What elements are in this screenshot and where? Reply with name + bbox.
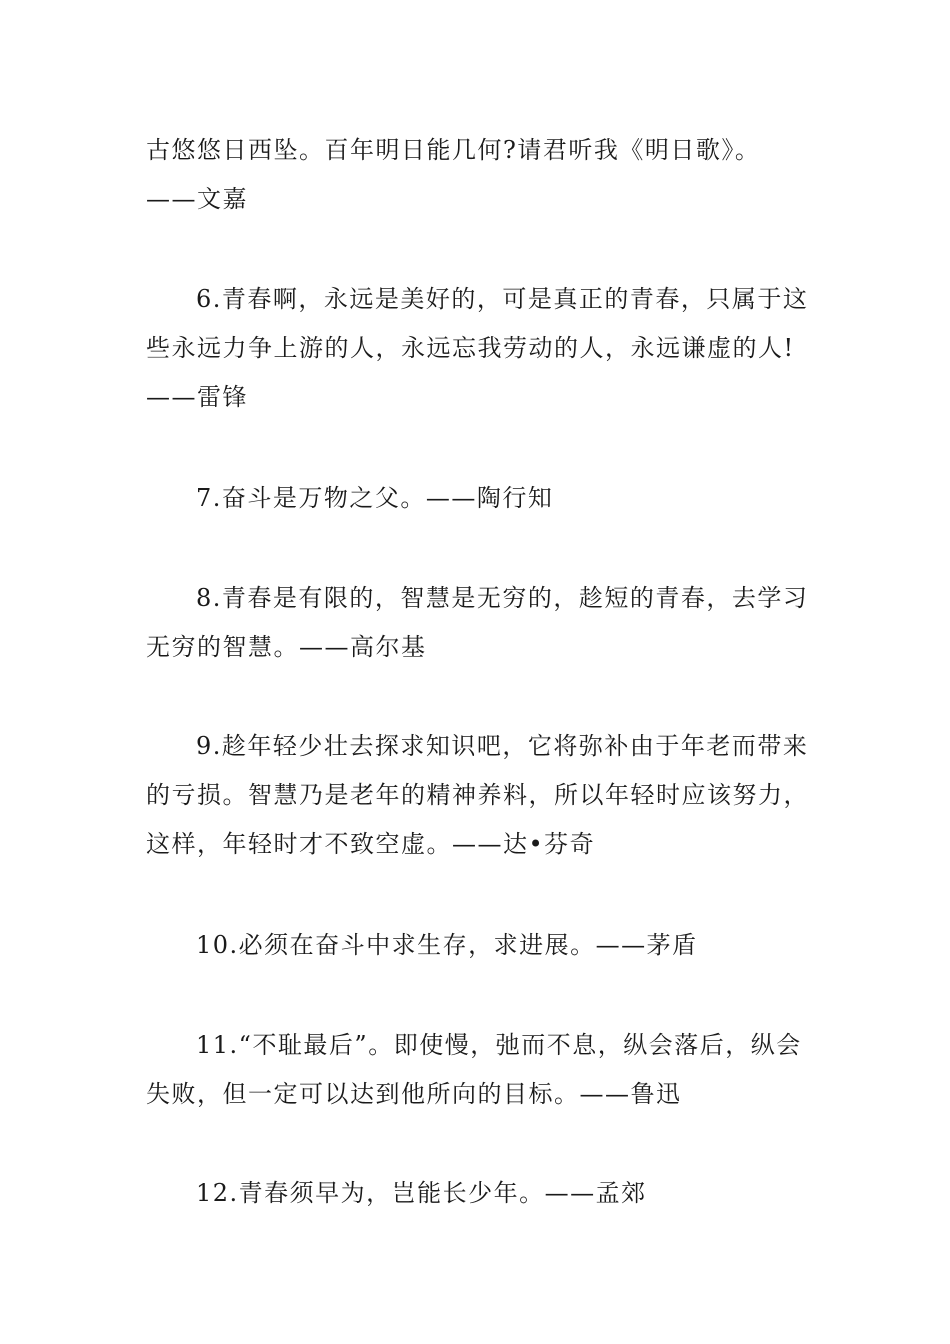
quote-paragraph-11: 11.“不耻最后”。即使慢，弛而不息，纵会落后，纵会失败，但一定可以达到他所向的目标。——鲁迅	[146, 1031, 802, 1108]
quote-paragraph-6: 6.青春啊，永远是美好的，可是真正的青春，只属于这些永远力争上游的人，永远忘我劳动的人，永远谦虚的人!——雷锋	[146, 285, 809, 411]
quote-paragraph-9: 9.趁年轻少壮去探求知识吧，它将弥补由于年老而带来的亏损。智慧乃是老年的精神养料，所以年轻时应该努力，这样，年轻时才不致空虚。——达•芬奇	[146, 732, 809, 858]
quote-paragraph-8: 8.青春是有限的，智慧是无穷的，趁短的青春，去学习无穷的智慧。——高尔基	[146, 584, 809, 661]
quote-paragraph-7: 7.奋斗是万物之父。——陶行知	[196, 484, 554, 512]
quote-paragraph-10: 10.必须在奋斗中求生存，求进展。——茅盾	[196, 931, 698, 959]
quote-paragraph-continuation: 古悠悠日西坠。百年明日能几何?请君听我《明日歌》。——文嘉	[146, 136, 761, 213]
quote-paragraph-12: 12.青春须早为，岂能长少年。——孟郊	[196, 1179, 647, 1207]
